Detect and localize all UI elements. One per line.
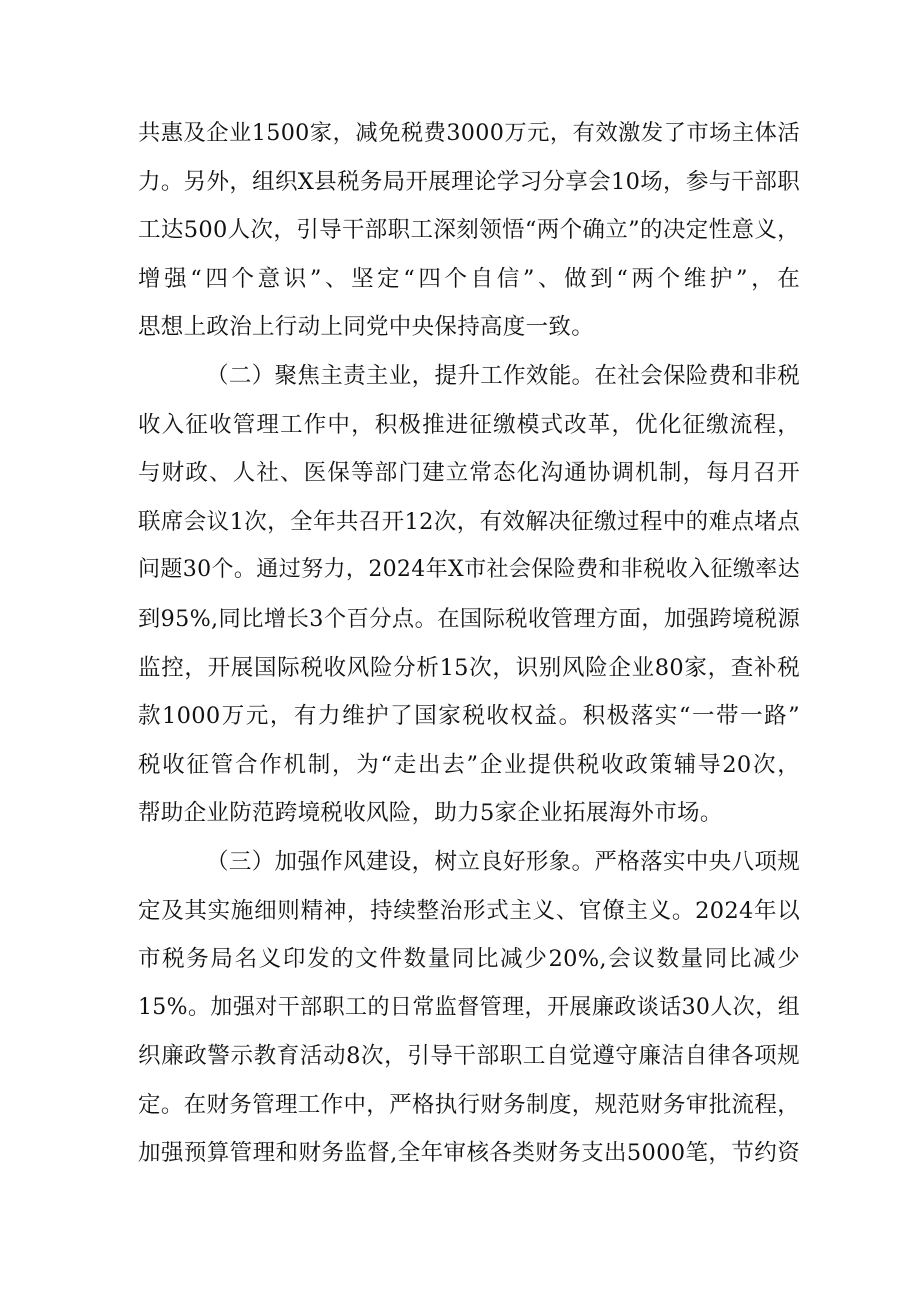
text-line: 税收征管合作机制，为“走出去”企业提供税收政策辅导20次， — [138, 751, 800, 778]
text-line: 力。另外，组织X县税务局开展理论学习分享会10场，参与干部职 — [138, 168, 800, 195]
text-line: 联席会议1次，全年共召开12次，有效解决征缴过程中的难点堵点 — [138, 508, 800, 535]
text-line: 监控，开展国际税收风险分析15次，识别风险企业80家，查补税 — [138, 654, 800, 681]
text-line: 帮助企业防范跨境税收风险，助力5家企业拓展海外市场。 — [138, 800, 723, 827]
text-line: 款1000万元，有力维护了国家税收权益。积极落实“一带一路” — [138, 703, 800, 730]
text-line: 市税务局名义印发的文件数量同比减少20%,会议数量同比减少 — [138, 946, 800, 973]
text-line: 与财政、人社、医保等部门建立常态化沟通协调机制，每月召开 — [138, 460, 800, 487]
text-line: 加强预算管理和财务监督,全年审核各类财务支出5000笔，节约资 — [138, 1140, 800, 1167]
paragraph-heading-line: （二）聚焦主责主业，提升工作效能。在社会保险费和非税 — [206, 362, 800, 389]
text-line: 问题30个。通过努力，2024年X市社会保险费和非税收入征缴率达 — [138, 557, 800, 583]
text-line: 到95%,同比增长3个百分点。在国际税收管理方面，加强跨境税源 — [138, 605, 800, 632]
text-line: 增强“四个意识”、坚定“四个自信”、做到“两个维护”，在 — [138, 265, 800, 292]
text-line: 共惠及企业1500家，减免税费3000万元，有效激发了市场主体活 — [138, 120, 800, 146]
text-line: 织廉政警示教育活动8次，引导干部职工自觉遵守廉洁自律各项规 — [138, 1043, 800, 1070]
text-line: 定。在财务管理工作中，严格执行财务制度，规范财务审批流程， — [138, 1091, 800, 1118]
text-line: 思想上政治上行动上同党中央保持高度一致。 — [138, 314, 595, 341]
text-line: 15%。加强对干部职工的日常监督管理，开展廉政谈话30人次，组 — [138, 994, 800, 1020]
text-line: 收入征收管理工作中，积极推进征缴模式改革，优化征缴流程， — [138, 411, 800, 438]
text-line: 工达500人次，引导干部职工深刻领悟“两个确立”的决定性意义， — [138, 217, 800, 244]
text-line: 定及其实施细则精神，持续整治形式主义、官僚主义。2024年以 — [138, 897, 800, 924]
body-text — [138, 109, 800, 1178]
paragraph-heading-line: （三）加强作风建设，树立良好形象。严格落实中央八项规 — [206, 848, 800, 875]
